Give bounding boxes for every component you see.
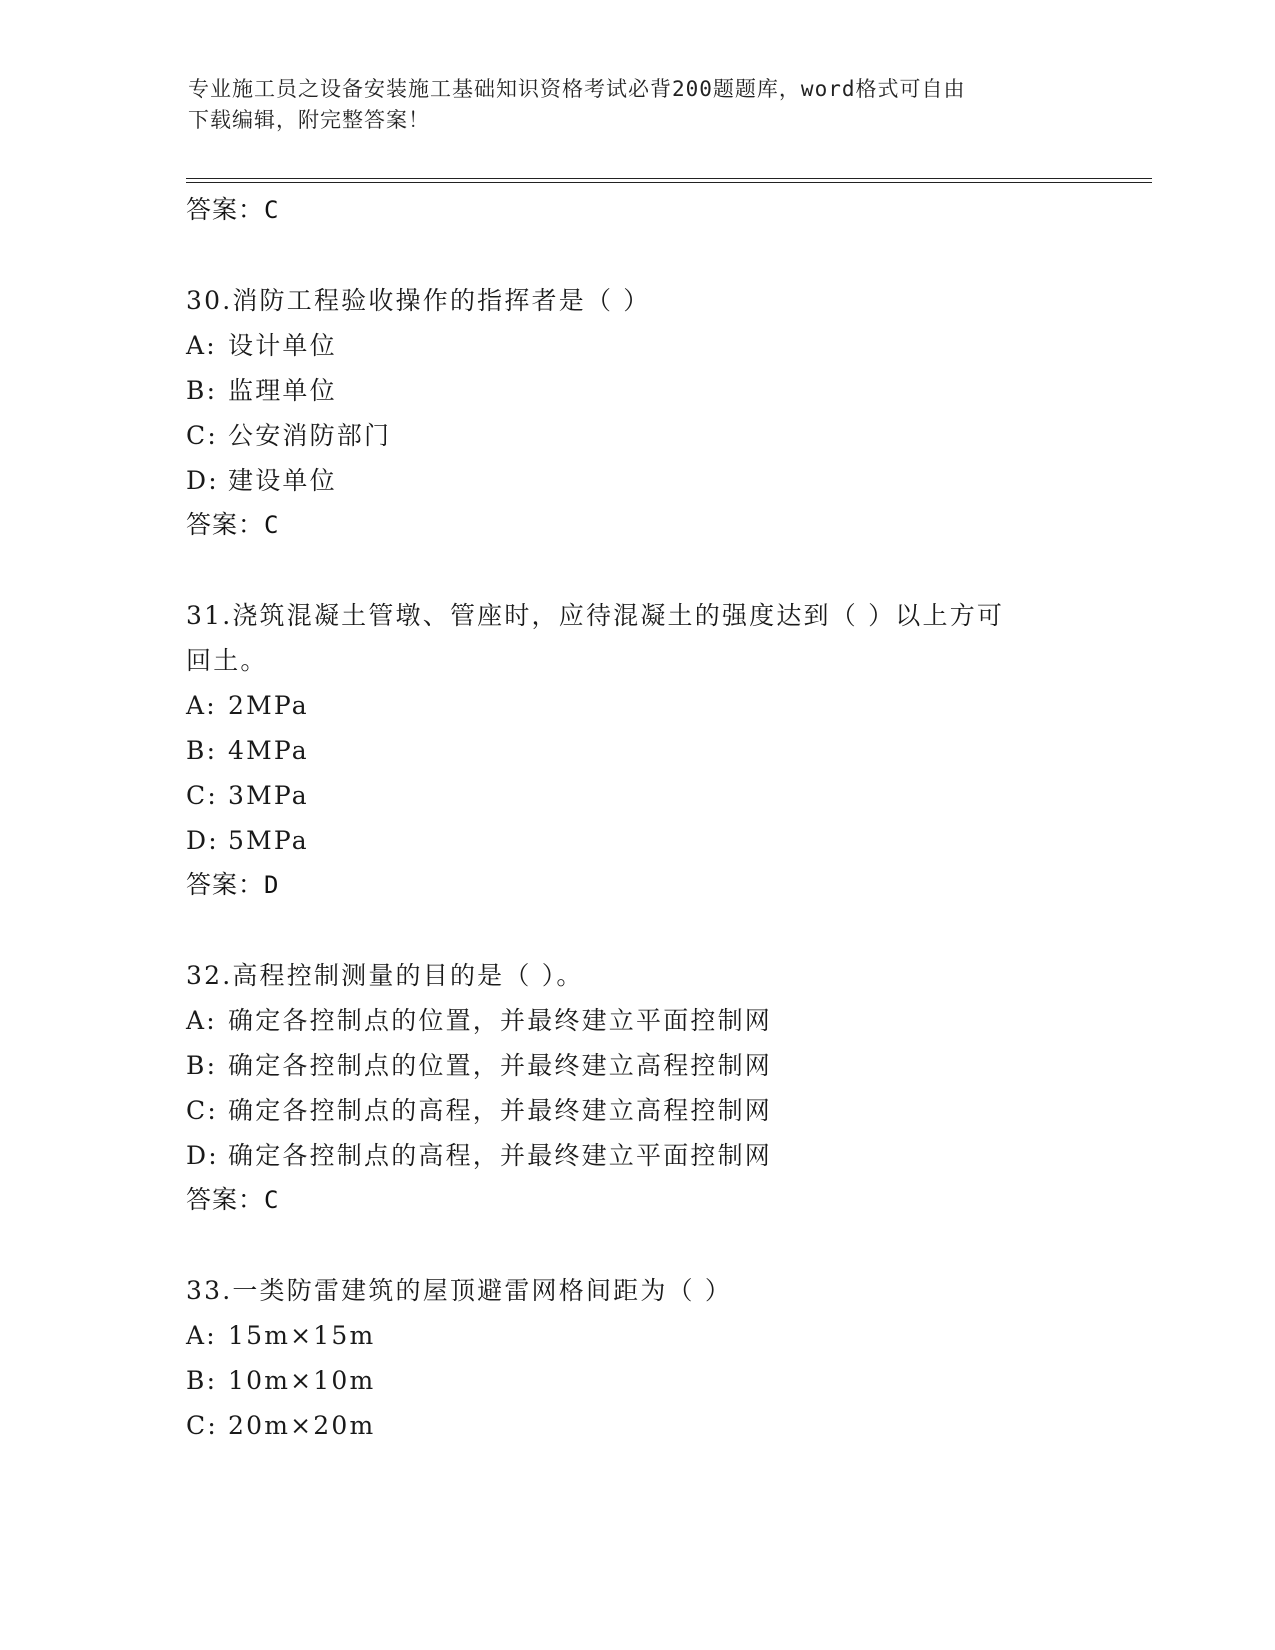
question-text: 31.浇筑混凝土管墩、管座时，应待混凝土的强度达到（ ）以上方可 (186, 601, 1005, 630)
option-c (186, 1403, 1146, 1448)
option-text: 确定各控制点的位置，并最终建立平面控制网 (228, 1006, 773, 1035)
option-letter: B: (186, 1051, 218, 1080)
option-letter: A: (186, 331, 217, 360)
option-text: 公安消防部门 (228, 421, 392, 450)
question-text: 30.消防工程验收操作的指挥者是（ ） (186, 286, 651, 315)
answer-value: C (264, 511, 280, 539)
option-letter: A: (186, 1006, 217, 1035)
spacer (186, 1222, 1146, 1268)
option-letter: C: (186, 1096, 218, 1125)
option-letter: D: (186, 1141, 219, 1170)
option-d (186, 818, 1146, 863)
header-divider-bottom (186, 182, 1152, 183)
answer-value: C (264, 196, 280, 224)
option-letter: A: (186, 691, 217, 720)
answer-line (186, 863, 1146, 907)
option-c (186, 773, 1146, 818)
header-line-2: 下载编辑，附完整答案！ (188, 108, 430, 132)
option-text: 3MPa (228, 781, 309, 810)
question-30 (186, 278, 1146, 323)
option-text: 确定各控制点的高程，并最终建立高程控制网 (228, 1096, 773, 1125)
option-d (186, 1133, 1146, 1178)
option-text: 建设单位 (228, 466, 337, 495)
option-c (186, 1088, 1146, 1133)
option-d (186, 458, 1146, 503)
option-text: 确定各控制点的位置，并最终建立高程控制网 (228, 1051, 773, 1080)
question-text: 33.一类防雷建筑的屋顶避雷网格间距为（ ） (186, 1276, 733, 1305)
question-33 (186, 1268, 1146, 1313)
question-list (186, 188, 1146, 1448)
answer-line (186, 1178, 1146, 1222)
document-header (188, 74, 1068, 136)
option-letter: B: (186, 376, 218, 405)
question-text: 32.高程控制测量的目的是（ ）。 (186, 961, 584, 990)
spacer (186, 907, 1146, 953)
option-text: 监理单位 (228, 376, 337, 405)
option-letter: B: (186, 736, 218, 765)
question-31 (186, 593, 1146, 683)
answer-line (186, 503, 1146, 547)
option-letter: C: (186, 781, 218, 810)
answer-label: 答案： (186, 510, 265, 539)
answer-value: D (264, 871, 280, 899)
option-text: 5MPa (228, 826, 309, 855)
option-letter: C: (186, 1411, 218, 1440)
option-text: 确定各控制点的高程，并最终建立平面控制网 (228, 1141, 773, 1170)
question-32 (186, 953, 1146, 998)
option-a (186, 683, 1146, 728)
spacer (186, 547, 1146, 593)
option-b (186, 1043, 1146, 1088)
option-b (186, 368, 1146, 413)
spacer (186, 232, 1146, 278)
option-letter: C: (186, 421, 218, 450)
option-letter: B: (186, 1366, 218, 1395)
answer-label: 答案： (186, 195, 265, 224)
header-line-1: 专业施工员之设备安装施工基础知识资格考试必背200题题库，word格式可自由 (188, 77, 966, 101)
option-text: 设计单位 (228, 331, 337, 360)
option-c (186, 413, 1146, 458)
option-text: 10m×10m (228, 1366, 376, 1395)
option-a (186, 1313, 1146, 1358)
option-b (186, 728, 1146, 773)
answer-line (186, 188, 1146, 232)
option-text: 4MPa (228, 736, 309, 765)
answer-value: C (264, 1186, 280, 1214)
option-text: 15m×15m (228, 1321, 376, 1350)
answer-label: 答案： (186, 870, 265, 899)
option-a (186, 998, 1146, 1043)
option-b (186, 1358, 1146, 1403)
question-text-continued: 回土。 (186, 646, 268, 675)
option-letter: D: (186, 466, 219, 495)
answer-label: 答案： (186, 1185, 265, 1214)
option-text: 20m×20m (228, 1411, 376, 1440)
option-letter: A: (186, 1321, 217, 1350)
option-letter: D: (186, 826, 219, 855)
option-text: 2MPa (228, 691, 309, 720)
option-a (186, 323, 1146, 368)
header-divider-top (186, 178, 1152, 179)
